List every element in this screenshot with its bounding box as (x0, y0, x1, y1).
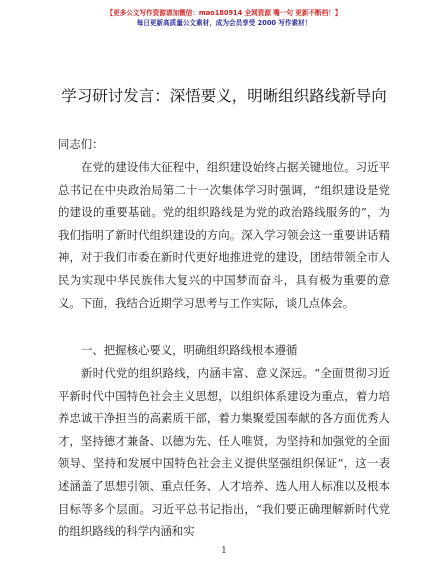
page-number: 1 (221, 546, 227, 556)
document-title: 学习研讨发言：深悟要义，明晰组织路线新导向 (61, 87, 387, 105)
header-banner (0, 8, 448, 28)
banner-line-2: 每日更新高质量公文素材，成为会员享受 2000 写作素材！ (136, 19, 312, 27)
greeting: 同志们： (58, 137, 104, 151)
paragraph-1: 在党的建设伟大征程中，组织建设始终占据关键地位。习近平总书记在中央政治局第二十一次集体学习时强调，“组织建设是党的建设的重要基础。党的组织路线是为党的政治路线服务的”，为我们指明了新时代组织建设的方向。深入学习领会这一重要讲话精神，对于我们市委在新时代更好地推进党的建设，团结带领全市人民为实现中华民族伟大复兴的中国梦而奋斗，具有极为重要的意义。下面，我结合近期学习思考与工作实际，谈几点体会。 (58, 160, 390, 310)
section-heading-1: 一、把握核心要义，明确组织路线根本遵循 (81, 343, 298, 357)
paragraph-2: 新时代党的组织路线，内涵丰富、意义深远。“全面贯彻习近平新时代中国特色社会主义思想，以组织体系建设为重点，着力培养忠诚干净担当的高素质干部，着力集聚爱国奉献的各方面优秀人才，坚持德才兼备、以德为先、任人唯贤，为坚持和加强党的全面领导、坚持和发展中国特色社会主义提供坚强组织保证”，这一表述涵盖了思想引领、重点任务、人才培养、选人用人标准以及根本目标等多个层面。习近平总书记指出，“我们要正确理解新时代党的组织路线的科学内涵和实 (58, 366, 390, 539)
banner-line-1: 【更多公文写作资源请加微信：mao180914 全网资源 嘴一句 更新不断档！】 (106, 9, 342, 17)
